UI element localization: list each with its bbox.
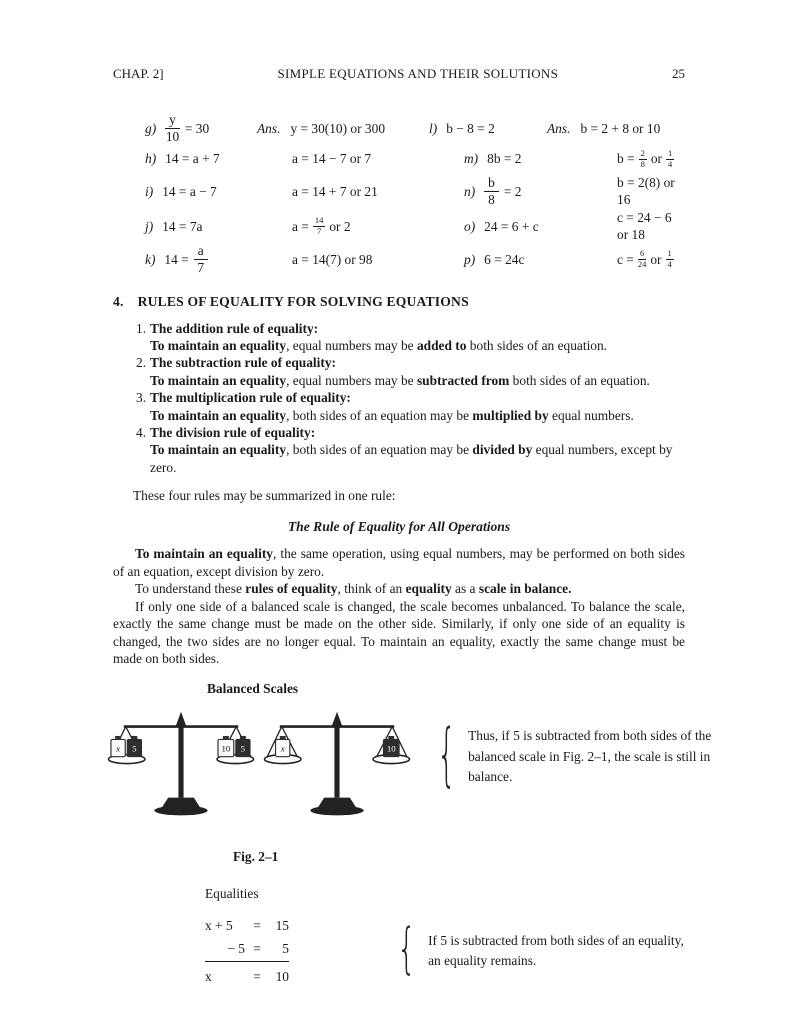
summary-intro: These four rules may be summarized in one rule: [133,488,396,504]
problem-expression: 8b = 2 [487,151,522,167]
exercise-label: o) [464,218,476,234]
weight-10 [218,736,234,757]
answer-expression: a = 14 − 7 or 7 [292,151,372,167]
exercise-label: n) [464,183,476,199]
fraction: $\frac{2}{8}$ [640,147,645,169]
answer-label: Ans. [547,120,571,136]
exercise-label: l) [429,120,438,136]
fraction: 1 4 [668,147,673,169]
figure-caption: Fig. 2–1 [233,848,279,864]
list-item [136,354,685,389]
rule-body: To maintain an equality, both sides of an equation may be divided by equal numbers, except by zero. [150,442,673,475]
weight-x [111,736,125,757]
weight-5-left [127,736,141,757]
fraction: $\frac{a}{7}$ [194,244,208,275]
table-row [145,174,685,209]
balance-scale-2 [263,700,411,840]
chapter-label: CHAP. 2] [113,66,164,81]
problem-expression: 6 = 24c [484,251,525,267]
answer-expression: b = 2 + 8 or 10 [580,120,661,136]
list-item-number: 1. [136,320,147,336]
problem-expression: = 2 [503,183,522,199]
scale-post [334,726,339,797]
running-title: SIMPLE EQUATIONS AND THEIR SOLUTIONS [277,66,559,81]
fraction: $\frac{y}{10}$ [165,111,180,144]
equalities-note-text: If 5 is subtracted from both sides of an equality, an equality remains. [428,932,684,969]
equalities-label: Equalities [205,886,259,902]
table-row [145,209,685,244]
rule-title: The division rule of equality: [150,425,316,441]
list-item-number: 4. [136,425,147,441]
problem-expression: = 30 [184,120,210,136]
list-item-number: 3. [136,390,147,406]
exercise-answers-table [145,113,685,275]
weight-label: 10 [221,743,231,754]
rule-title: The multiplication rule of equality: [150,390,351,406]
balance-scale-1 [107,700,255,840]
left-brace-icon: { [437,715,457,797]
answer-expression: b = [617,151,635,167]
weight-label: 5 [240,743,246,754]
figure-note-text: Thus, if 5 is subtracted from both sides of the balanced scale in Fig. 2–1, the scale is still in balance. [468,727,712,785]
answer-expression: or [650,251,662,267]
section-heading [113,293,685,311]
list-item [136,320,685,355]
scale-base-foot [154,805,207,815]
left-brace-icon: { [397,918,417,982]
weight-5-right [236,736,250,757]
section-title: RULES OF EQUALITY FOR SOLVING EQUATIONS [137,293,469,309]
exercise-label: i) [145,183,154,199]
scale-post [178,726,183,797]
answer-expression: c = [617,251,634,267]
table-row [145,144,685,174]
figure-label: Balanced Scales [207,681,299,697]
paragraph: To maintain an equality, the same operation, using equal numbers, may be performed on both sides of an equation, except division by zero. [113,546,685,579]
list-item [136,389,685,424]
problem-expression: 14 = [164,251,189,267]
equalities-section [113,885,685,987]
rule-body: To maintain an equality, equal numbers may be added to both sides of an equation. [150,337,608,353]
list-item [136,424,685,476]
rule-title: The subtraction rule of equality: [150,355,336,371]
scale-base-foot [310,805,363,815]
equation-row: x + 5 = 15 [205,917,289,933]
problem-expression: 24 = 6 + c [484,218,539,234]
page-header [113,66,685,83]
fraction: $\frac{14}{7}$ [314,215,324,236]
problem-expression: b − 8 = 2 [446,120,495,136]
equation-row: − 5 = 5 [205,937,289,962]
problem-expression: 14 = a + 7 [165,151,220,167]
answer-expression: c = 24 − 6 or 18 [617,209,672,243]
equality-worked-example [205,915,289,988]
figure-note [437,715,726,797]
equalities-note [397,915,692,987]
table-row [145,244,685,275]
fraction: $\frac{b}{8}$ [484,176,499,207]
answer-expression: a = 14(7) or 98 [292,251,373,267]
equation-row: x = 10 [205,968,289,984]
exercise-label: j) [145,218,154,234]
fraction: $\frac{6}{24}$ [637,248,647,269]
section-number: 4. [113,293,124,309]
paragraph: To understand these rules of equality, think of an equality as a scale in balance. [135,581,572,597]
answer-expression: a = [292,218,309,234]
rule-body: To maintain an equality, equal numbers may be subtracted from both sides of an equation. [150,372,650,388]
problem-expression: 14 = a − 7 [162,183,217,199]
rule-body: To maintain an equality, both sides of an equation may be multiplied by equal numbers. [150,407,634,423]
scale-finial [176,712,187,727]
problem-expression: 14 = 7a [162,218,203,234]
figure [113,700,712,840]
page-number: 25 [671,66,685,81]
answer-expression: a = 14 + 7 or 21 [292,183,378,199]
exercise-label: h) [145,151,157,167]
rules-list [136,320,685,477]
rule-title: The addition rule of equality: [150,320,319,336]
scale-finial [332,712,343,727]
answer-label: Ans. [257,120,281,136]
fraction: 1 4 [667,248,672,269]
weight-10 [383,736,399,757]
weight-label: x [280,743,285,754]
weight-label: 5 [132,743,137,754]
exercise-label: p) [464,251,476,267]
answer-expression: or 2 [329,218,351,234]
list-item-number: 2. [136,355,147,371]
answer-expression: or [650,151,663,167]
answer-expression: b = 2(8) or 16 [617,175,675,208]
answer-expression: y = 30(10) or 300 [290,120,386,136]
exercise-label: k) [145,251,156,267]
rule-of-equality-title: The Rule of Equality for All Operations [287,518,511,534]
table-row [145,113,685,144]
exercise-label: g) [145,120,157,136]
balance-scales-illustration [107,700,411,840]
exercise-label: m) [464,151,479,167]
weight-x [276,736,290,757]
paragraph: If only one side of a balanced scale is changed, the scale becomes unbalanced. To balance the scale, exactly the same change must be made on the other side. Similarly, if only one side of an equality is changed, the two sides are no longer equal. To maintain an equality, exactly the same change must be made on both sides. [113,598,685,666]
weight-label: x [116,743,121,754]
weight-label: 10 [386,743,396,754]
